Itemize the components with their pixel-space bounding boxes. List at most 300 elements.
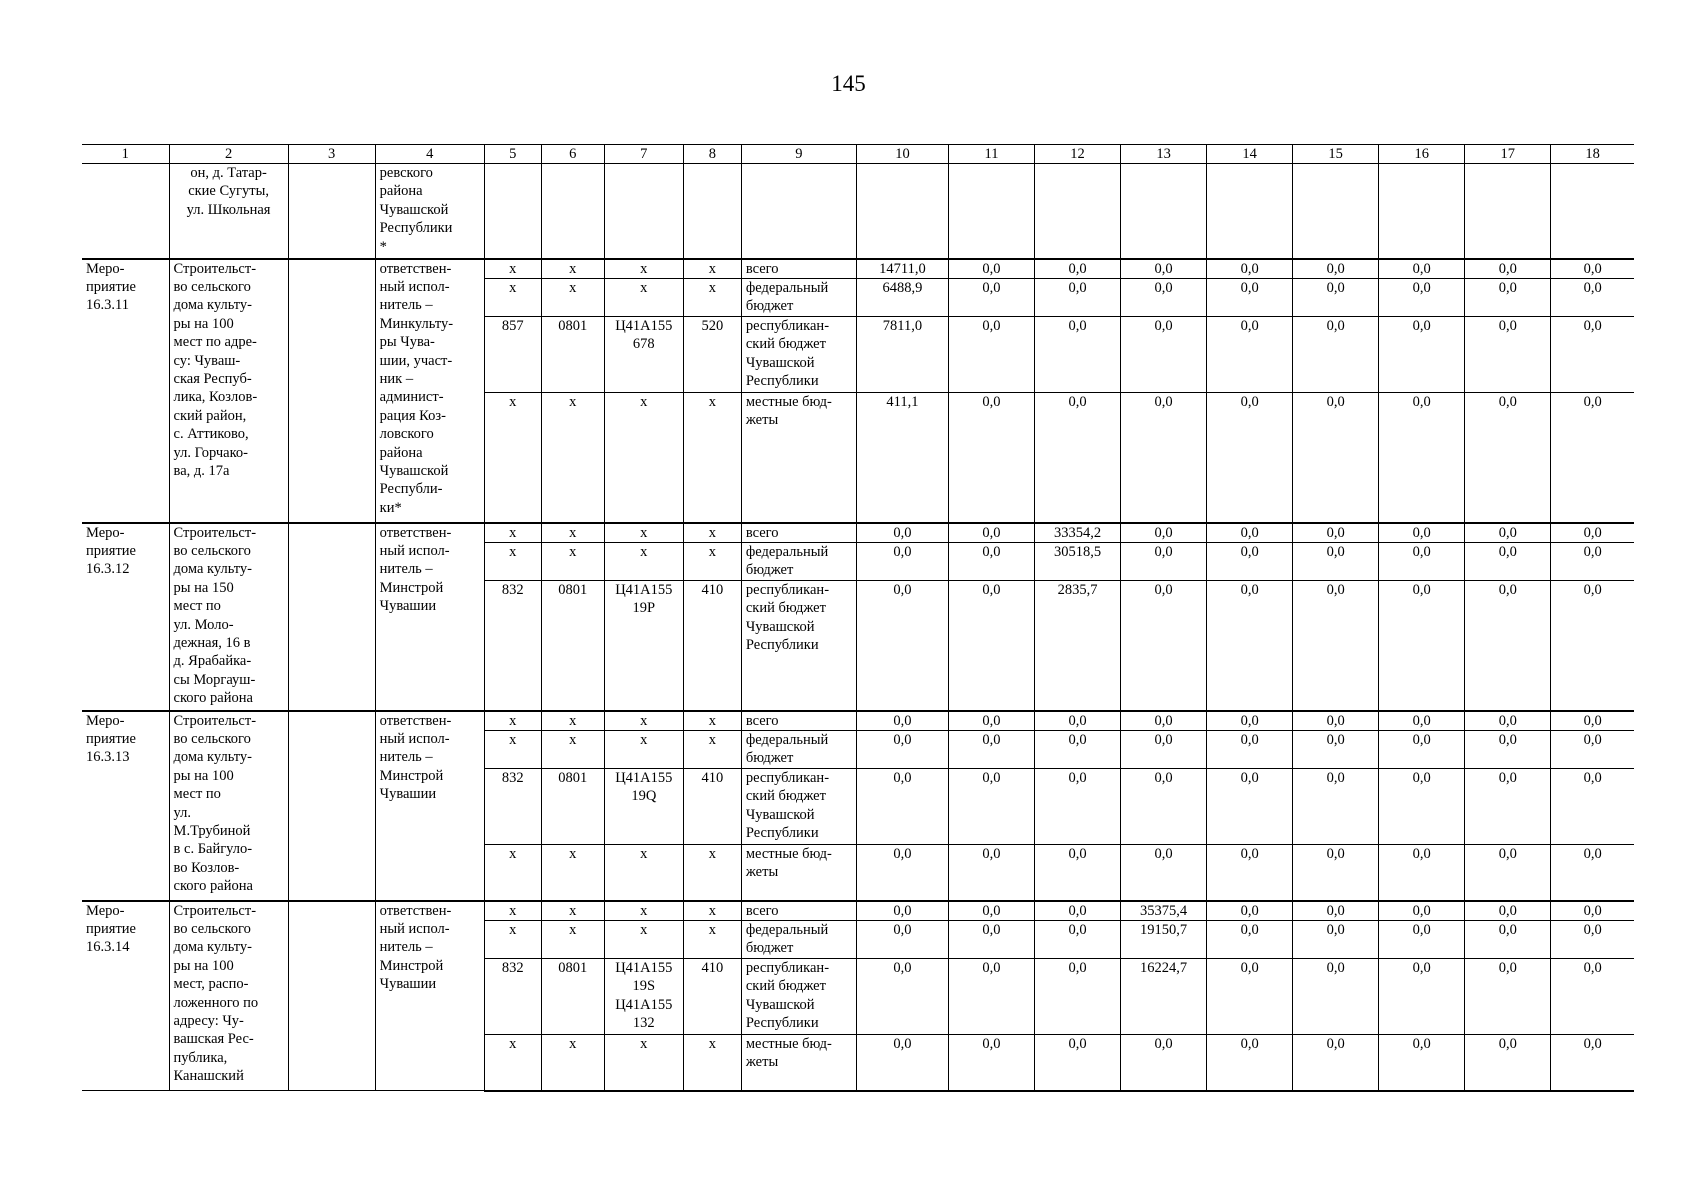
responsible-executor-line: района xyxy=(379,444,423,461)
continuation-row xyxy=(82,164,1634,259)
measure-name-line: ры на 100 xyxy=(173,767,234,784)
empty-cell xyxy=(288,711,375,901)
code-expense-type: х xyxy=(683,921,741,959)
code-target-line: Ц41А155 xyxy=(615,996,673,1013)
code-target-line: Ц41А155 xyxy=(615,770,673,786)
code-section: х xyxy=(541,731,604,769)
measure-name-line: д. Ярабайка- xyxy=(173,653,252,670)
code-expense-type: х xyxy=(683,845,741,901)
value-cell: 0,0 xyxy=(1379,543,1465,581)
funding-source-line: бюджет xyxy=(745,940,794,957)
measure-name-line: с. Аттиково, xyxy=(173,426,249,443)
measure-name-line: во сельского xyxy=(173,278,251,295)
funding-source-line: республикан- xyxy=(745,582,830,598)
funding-source-line: всего xyxy=(745,712,779,729)
empty-cell xyxy=(948,164,1034,259)
measure-name-line: ул. xyxy=(173,804,192,821)
funding-source-line: Республики xyxy=(745,825,819,842)
funding-source-line: ский бюджет xyxy=(745,788,826,805)
value-cell: 33354,2 xyxy=(1035,523,1121,543)
value-cell: 16224,7 xyxy=(1121,959,1207,1035)
value-cell: 0,0 xyxy=(1465,731,1551,769)
value-cell: 0,0 xyxy=(1035,393,1121,523)
value-cell: 0,0 xyxy=(1293,731,1379,769)
funding-source-line: местные бюд- xyxy=(745,846,832,862)
responsible-executor-line: Чувашии xyxy=(379,786,437,803)
funding-source xyxy=(741,1035,856,1091)
funding-source-line: всего xyxy=(745,260,779,277)
funding-source-line: жеты xyxy=(745,864,779,881)
responsible-executor-line: нитель – xyxy=(379,749,433,766)
value-cell: 0,0 xyxy=(1551,279,1634,317)
measure-label xyxy=(82,259,169,523)
value-cell: 0,0 xyxy=(1035,1035,1121,1091)
responsible-executor xyxy=(375,711,484,901)
empty-cell xyxy=(683,164,741,259)
code-expense-type: 520 xyxy=(683,317,741,393)
measure-name xyxy=(169,711,288,901)
column-header: 16 xyxy=(1379,145,1465,164)
code-target xyxy=(604,1035,683,1091)
column-header: 3 xyxy=(288,145,375,164)
value-cell: 0,0 xyxy=(1379,279,1465,317)
code-section: 0801 xyxy=(541,581,604,711)
code-grbs: х xyxy=(484,543,541,581)
value-cell: 14711,0 xyxy=(856,259,948,279)
value-cell: 0,0 xyxy=(1035,769,1121,845)
value-cell: 0,0 xyxy=(1551,731,1634,769)
value-cell: 0,0 xyxy=(1035,317,1121,393)
value-cell: 0,0 xyxy=(1465,543,1551,581)
code-expense-type: х xyxy=(683,1035,741,1091)
page-number: 145 xyxy=(831,71,866,96)
value-cell: 0,0 xyxy=(1293,769,1379,845)
value-cell: 0,0 xyxy=(1379,1035,1465,1091)
value-cell: 0,0 xyxy=(1293,317,1379,393)
funding-source-line: всего xyxy=(745,524,779,541)
empty-cell xyxy=(1551,164,1634,259)
value-cell: 30518,5 xyxy=(1035,543,1121,581)
measure-name-line: Канашский xyxy=(173,1068,244,1085)
funding-source-line: Республики xyxy=(745,1015,819,1032)
code-target xyxy=(604,317,683,393)
value-cell: 0,0 xyxy=(1207,845,1293,901)
value-cell: 0,0 xyxy=(1551,581,1634,711)
code-section: х xyxy=(541,543,604,581)
responsible-executor-line: админист- xyxy=(379,389,444,406)
funding-source xyxy=(741,731,856,769)
measure-name-line: дома культу- xyxy=(173,297,253,314)
code-section: х xyxy=(541,921,604,959)
value-cell: 0,0 xyxy=(1379,731,1465,769)
responsible-cell-line: района xyxy=(379,183,423,200)
value-cell: 0,0 xyxy=(1121,731,1207,769)
measure-name-line: дежная, 16 в xyxy=(173,634,251,651)
funding-source xyxy=(741,543,856,581)
funding-source xyxy=(741,959,856,1035)
value-cell: 0,0 xyxy=(1551,543,1634,581)
responsible-cell-line: * xyxy=(379,238,387,255)
value-cell: 0,0 xyxy=(1035,279,1121,317)
value-cell: 19150,7 xyxy=(1121,921,1207,959)
code-target-line: Ц41А155 xyxy=(615,582,673,598)
value-cell: 0,0 xyxy=(1035,711,1121,731)
value-cell: 0,0 xyxy=(856,581,948,711)
value-cell: 0,0 xyxy=(1293,959,1379,1035)
value-cell: 0,0 xyxy=(948,959,1034,1035)
column-header: 11 xyxy=(948,145,1034,164)
value-cell: 0,0 xyxy=(1551,711,1634,731)
value-cell: 0,0 xyxy=(1379,393,1465,523)
funding-source xyxy=(741,581,856,711)
code-expense-type: х xyxy=(683,711,741,731)
funding-source xyxy=(741,921,856,959)
funding-source-line: республикан- xyxy=(745,960,830,976)
value-cell: 0,0 xyxy=(1465,279,1551,317)
table-row xyxy=(82,711,1634,731)
responsible-cell-line: Республики xyxy=(379,220,453,237)
empty-cell xyxy=(288,523,375,711)
code-target-line: х xyxy=(640,732,648,748)
funding-source-line: ский бюджет xyxy=(745,336,826,353)
value-cell: 0,0 xyxy=(856,959,948,1035)
value-cell: 0,0 xyxy=(948,393,1034,523)
code-grbs: 832 xyxy=(484,959,541,1035)
measure-name-line: ская Респуб- xyxy=(173,370,252,387)
value-cell: 0,0 xyxy=(856,921,948,959)
measure-name-line: су: Чуваш- xyxy=(173,352,241,369)
column-header: 10 xyxy=(856,145,948,164)
empty-cell xyxy=(1293,164,1379,259)
column-header: 18 xyxy=(1551,145,1634,164)
responsible-executor xyxy=(375,259,484,523)
name-cell-line: ские Сугуты, xyxy=(188,183,269,200)
measure-label xyxy=(82,523,169,711)
value-cell: 0,0 xyxy=(948,901,1034,921)
value-cell: 0,0 xyxy=(1207,1035,1293,1091)
value-cell: 0,0 xyxy=(1551,317,1634,393)
value-cell: 0,0 xyxy=(1465,921,1551,959)
column-header: 13 xyxy=(1121,145,1207,164)
measure-name-line: ложенного по xyxy=(173,994,259,1011)
code-grbs: 832 xyxy=(484,581,541,711)
measure-name-line: адресу: Чу- xyxy=(173,1012,244,1029)
value-cell: 0,0 xyxy=(1207,259,1293,279)
value-cell: 0,0 xyxy=(1551,901,1634,921)
code-expense-type: х xyxy=(683,523,741,543)
value-cell: 0,0 xyxy=(1551,769,1634,845)
value-cell: 0,0 xyxy=(1551,1035,1634,1091)
responsible-executor-line: ный испол- xyxy=(379,278,450,295)
funding-source-line: жеты xyxy=(745,412,779,429)
funding-source-line: бюджет xyxy=(745,750,794,767)
funding-source-line: ский бюджет xyxy=(745,978,826,995)
measure-name-line: во сельского xyxy=(173,730,251,747)
funding-source xyxy=(741,901,856,921)
funding-source-line: федеральный xyxy=(745,732,829,748)
responsible-executor-line: Республи- xyxy=(379,481,443,498)
value-cell: 0,0 xyxy=(1207,731,1293,769)
measure-name-line: М.Трубиной xyxy=(173,822,251,839)
column-header: 4 xyxy=(375,145,484,164)
code-target-line: х xyxy=(640,524,648,541)
measure-name-line: ул. Горчако- xyxy=(173,444,249,461)
column-header: 1 xyxy=(82,145,169,164)
code-target-line: 19Q xyxy=(631,788,657,805)
value-cell: 0,0 xyxy=(1293,581,1379,711)
responsible-executor-line: ки* xyxy=(379,499,402,516)
measure-label-line: Меро- xyxy=(86,712,125,729)
code-section: х xyxy=(541,393,604,523)
value-cell: 0,0 xyxy=(856,769,948,845)
column-header: 12 xyxy=(1035,145,1121,164)
empty-cell xyxy=(288,901,375,1091)
code-target-line: х xyxy=(640,544,648,560)
value-cell: 0,0 xyxy=(1465,1035,1551,1091)
value-cell: 0,0 xyxy=(1207,711,1293,731)
responsible-executor-line: ответствен- xyxy=(379,260,452,277)
code-expense-type: х xyxy=(683,731,741,769)
code-grbs: х xyxy=(484,279,541,317)
value-cell: 0,0 xyxy=(856,901,948,921)
value-cell: 0,0 xyxy=(1379,959,1465,1035)
code-expense-type: х xyxy=(683,543,741,581)
responsible-executor-line: Минкульту- xyxy=(379,315,454,332)
column-header: 6 xyxy=(541,145,604,164)
empty-cell xyxy=(288,259,375,523)
measure-label-line: 16.3.14 xyxy=(86,939,130,956)
value-cell: 0,0 xyxy=(1207,317,1293,393)
responsible-executor-line: Минстрой xyxy=(379,957,444,974)
code-grbs: х xyxy=(484,259,541,279)
measure-label-line: 16.3.13 xyxy=(86,749,130,766)
measure-name-line: ры на 100 xyxy=(173,957,234,974)
measure-name-line: дома культу- xyxy=(173,749,253,766)
empty-cell xyxy=(1379,164,1465,259)
empty-cell xyxy=(1121,164,1207,259)
value-cell: 0,0 xyxy=(856,731,948,769)
code-target xyxy=(604,959,683,1035)
value-cell: 0,0 xyxy=(856,711,948,731)
value-cell: 0,0 xyxy=(1293,259,1379,279)
responsible-executor-line: ответствен- xyxy=(379,902,452,919)
measure-name-line: во Козлов- xyxy=(173,859,240,876)
funding-source-line: Чувашской xyxy=(745,806,815,823)
column-header: 8 xyxy=(683,145,741,164)
value-cell: 0,0 xyxy=(948,543,1034,581)
measure-name xyxy=(169,523,288,711)
value-cell: 0,0 xyxy=(1035,921,1121,959)
responsible-executor-line: ный испол- xyxy=(379,542,450,559)
funding-source-line: федеральный xyxy=(745,280,829,296)
funding-source-line: местные бюд- xyxy=(745,1036,832,1052)
value-cell: 0,0 xyxy=(1465,393,1551,523)
funding-source-line: жеты xyxy=(745,1054,779,1071)
code-grbs: х xyxy=(484,901,541,921)
responsible-executor-line: рация Коз- xyxy=(379,407,446,424)
value-cell: 0,0 xyxy=(1465,711,1551,731)
value-cell: 0,0 xyxy=(1465,959,1551,1035)
value-cell: 0,0 xyxy=(1293,393,1379,523)
funding-source-line: местные бюд- xyxy=(745,394,832,410)
value-cell: 0,0 xyxy=(1293,901,1379,921)
value-cell: 0,0 xyxy=(1121,769,1207,845)
measure-name-line: мест, распо- xyxy=(173,976,249,993)
value-cell: 0,0 xyxy=(1035,259,1121,279)
budget-table xyxy=(82,144,1634,1092)
value-cell: 0,0 xyxy=(1293,279,1379,317)
responsible-executor-line: шии, участ- xyxy=(379,352,453,369)
code-target-line: х xyxy=(640,260,648,277)
funding-source-line: Чувашской xyxy=(745,354,815,371)
funding-source-line: Республики xyxy=(745,637,819,654)
value-cell: 0,0 xyxy=(1121,711,1207,731)
funding-source-line: всего xyxy=(745,902,779,919)
value-cell: 6488,9 xyxy=(856,279,948,317)
column-header: 2 xyxy=(169,145,288,164)
value-cell: 0,0 xyxy=(1465,523,1551,543)
code-target-line: х xyxy=(640,902,648,919)
code-grbs: х xyxy=(484,523,541,543)
measure-name xyxy=(169,901,288,1091)
value-cell: 0,0 xyxy=(948,921,1034,959)
code-grbs: х xyxy=(484,731,541,769)
value-cell: 0,0 xyxy=(856,845,948,901)
table-row xyxy=(82,259,1634,279)
measure-name-line: во сельского xyxy=(173,542,251,559)
code-grbs: 857 xyxy=(484,317,541,393)
value-cell: 0,0 xyxy=(1121,279,1207,317)
code-section: 0801 xyxy=(541,959,604,1035)
code-target xyxy=(604,769,683,845)
measure-name-line: ры на 150 xyxy=(173,579,234,596)
measure-label-line: Меро- xyxy=(86,524,125,541)
value-cell: 0,0 xyxy=(1465,317,1551,393)
measure-label-line: приятие xyxy=(86,730,136,747)
code-target-line: 19Р xyxy=(632,600,656,617)
column-header: 14 xyxy=(1207,145,1293,164)
code-target-line: 678 xyxy=(632,336,655,353)
value-cell: 0,0 xyxy=(948,523,1034,543)
code-expense-type: х xyxy=(683,279,741,317)
measure-name-line: лика, Козлов- xyxy=(173,389,258,406)
value-cell: 0,0 xyxy=(1121,1035,1207,1091)
value-cell: 0,0 xyxy=(1379,711,1465,731)
responsible-executor-line: нитель – xyxy=(379,297,433,314)
measure-name-line: Строительст- xyxy=(173,712,257,729)
measure-name-line: ул. Моло- xyxy=(173,616,234,633)
code-target xyxy=(604,921,683,959)
value-cell: 0,0 xyxy=(948,731,1034,769)
value-cell: 0,0 xyxy=(1207,393,1293,523)
code-target-line: Ц41А155 xyxy=(615,318,673,334)
value-cell: 0,0 xyxy=(856,1035,948,1091)
table-body xyxy=(82,145,1634,1091)
value-cell: 0,0 xyxy=(1207,921,1293,959)
measure-label xyxy=(82,711,169,901)
column-header: 9 xyxy=(741,145,856,164)
responsible-cell-line: Чувашской xyxy=(379,201,449,218)
value-cell: 0,0 xyxy=(1551,959,1634,1035)
responsible-executor-line: ник – xyxy=(379,370,414,387)
measure-name-line: ского района xyxy=(173,690,253,707)
measure-label xyxy=(82,901,169,1091)
value-cell: 0,0 xyxy=(1121,259,1207,279)
funding-source xyxy=(741,317,856,393)
code-expense-type: х xyxy=(683,901,741,921)
value-cell: 0,0 xyxy=(1465,769,1551,845)
measure-label-line: 16.3.12 xyxy=(86,561,130,578)
code-expense-type: х xyxy=(683,259,741,279)
measure-name xyxy=(169,259,288,523)
responsible-executor-line: Минстрой xyxy=(379,767,444,784)
empty-cell xyxy=(484,164,541,259)
code-target xyxy=(604,581,683,711)
funding-source-line: федеральный xyxy=(745,922,829,938)
responsible-executor-line: ловского xyxy=(379,426,434,443)
code-target-line: Ц41А155 xyxy=(615,960,673,976)
code-grbs: х xyxy=(484,845,541,901)
name-cell-line: он, д. Татар- xyxy=(190,165,267,181)
name-cell-line: ул. Школьная xyxy=(186,201,271,218)
value-cell: 0,0 xyxy=(1379,845,1465,901)
value-cell: 0,0 xyxy=(1035,731,1121,769)
value-cell: 0,0 xyxy=(1465,901,1551,921)
column-header: 7 xyxy=(604,145,683,164)
value-cell: 0,0 xyxy=(1379,581,1465,711)
code-section: х xyxy=(541,711,604,731)
code-section: х xyxy=(541,901,604,921)
code-target xyxy=(604,845,683,901)
column-header: 5 xyxy=(484,145,541,164)
responsible-executor xyxy=(375,523,484,711)
funding-source-line: ский бюджет xyxy=(745,600,826,617)
measure-name-line: ский район, xyxy=(173,407,247,424)
value-cell: 0,0 xyxy=(1121,523,1207,543)
code-target-line: х xyxy=(640,280,648,296)
value-cell: 0,0 xyxy=(1379,523,1465,543)
table-row xyxy=(82,523,1634,543)
value-cell: 35375,4 xyxy=(1121,901,1207,921)
responsible-executor-line: ный испол- xyxy=(379,730,450,747)
value-cell: 0,0 xyxy=(1551,393,1634,523)
value-cell: 0,0 xyxy=(1465,259,1551,279)
value-cell: 0,0 xyxy=(948,317,1034,393)
code-target xyxy=(604,523,683,543)
measure-name-line: дома культу- xyxy=(173,561,253,578)
value-cell: 0,0 xyxy=(856,523,948,543)
measure-name-line: ского района xyxy=(173,878,253,895)
code-section: 0801 xyxy=(541,317,604,393)
value-cell: 0,0 xyxy=(1207,901,1293,921)
empty-cell xyxy=(288,164,375,259)
column-header: 17 xyxy=(1465,145,1551,164)
funding-source-line: республикан- xyxy=(745,770,830,786)
funding-source-line: Республики xyxy=(745,373,819,390)
code-expense-type: 410 xyxy=(683,769,741,845)
responsible-executor-line: ный испол- xyxy=(379,920,450,937)
responsible-executor-line: ответствен- xyxy=(379,524,452,541)
code-target-line: х xyxy=(640,846,648,862)
value-cell: 0,0 xyxy=(1465,845,1551,901)
funding-source-line: бюджет xyxy=(745,562,794,579)
responsible-executor-line: Минстрой xyxy=(379,579,444,596)
value-cell: 0,0 xyxy=(1035,901,1121,921)
code-expense-type: 410 xyxy=(683,959,741,1035)
code-grbs: х xyxy=(484,921,541,959)
column-header: 15 xyxy=(1293,145,1379,164)
code-target xyxy=(604,711,683,731)
